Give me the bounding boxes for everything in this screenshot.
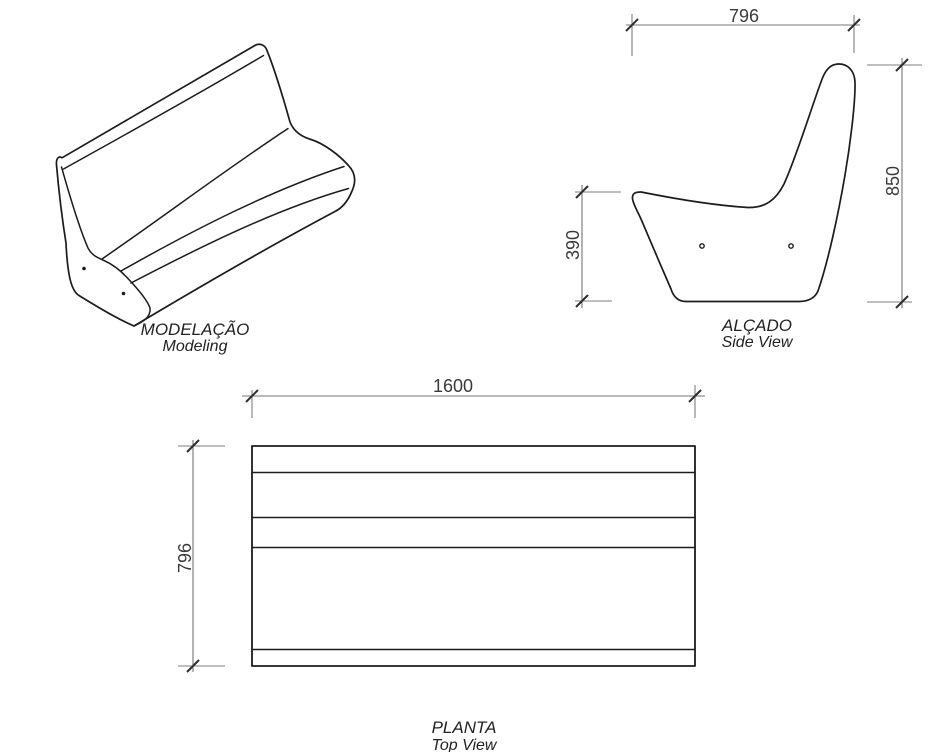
side-profile	[632, 64, 855, 302]
dim-side-width-value: 796	[728, 6, 760, 26]
dim-plan-length-value: 1600	[432, 376, 474, 396]
side-view	[563, 6, 922, 351]
plan-view	[175, 376, 705, 752]
side-hole	[789, 244, 793, 248]
backrest-top-band-line	[64, 56, 264, 170]
side-view-subtitle: Side View	[721, 334, 793, 351]
dim-side-height-value: 850	[883, 165, 903, 197]
dim-side-height	[867, 58, 922, 308]
dim-plan-length	[242, 376, 705, 418]
plan-view-subtitle: Top View	[431, 737, 497, 752]
dim-plan-depth-value: 796	[175, 542, 195, 574]
modeling-view	[56, 44, 354, 355]
dim-plan-depth	[175, 440, 225, 672]
end-cap-hole	[122, 292, 126, 296]
plan-outline	[252, 446, 695, 666]
modeling-view-title: MODELAÇÃO	[140, 320, 250, 339]
side-view-title: ALÇADO	[722, 316, 792, 335]
seat-backrest-crease	[102, 129, 288, 260]
seat-front-edge-top	[121, 167, 344, 272]
side-hole	[700, 244, 704, 248]
dim-side-width	[626, 6, 860, 56]
dim-side-seat-height	[563, 185, 621, 308]
plan-view-title: PLANTA	[431, 718, 497, 737]
dim-side-seat-height-value: 390	[563, 229, 583, 261]
end-cap-hole	[82, 267, 86, 271]
modeling-view-subtitle: Modeling	[162, 338, 228, 355]
end-cap-inner-edge	[62, 167, 151, 326]
seat-front-edge-bottom	[131, 189, 349, 284]
